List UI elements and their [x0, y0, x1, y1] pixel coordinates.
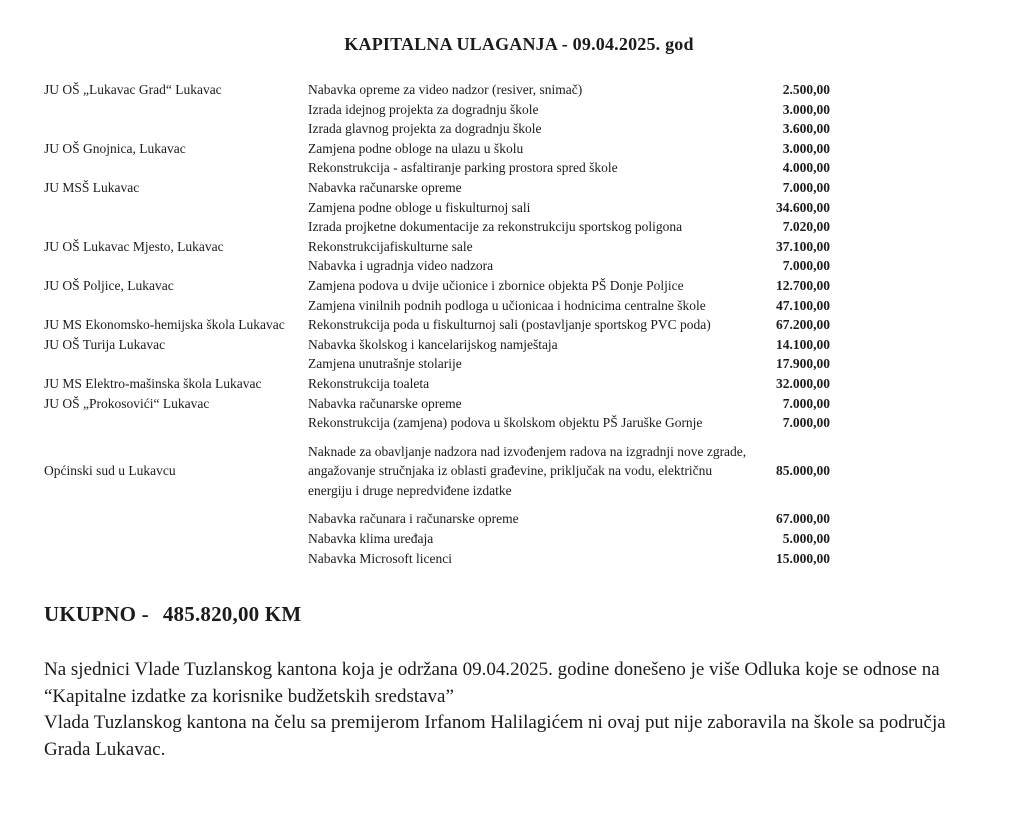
table-row — [44, 198, 830, 218]
summary-paragraph-1: Na sjednici Vlade Tuzlanskog kantona koja je održana 09.04.2025. godine donešeno je više Odluka koje se odnose na “Kapitalne izdatke za korisnike budžetskih sredstava” — [44, 659, 940, 707]
institution: JU OŠ Poljice, Lukavac — [44, 277, 174, 293]
amount: 67.200,00 — [776, 317, 830, 333]
investment-description: Nabavka računarske opreme — [308, 395, 462, 411]
table-row — [44, 100, 830, 120]
table-row — [44, 256, 830, 276]
amount: 7.020,00 — [782, 219, 830, 235]
institution: JU OŠ Lukavac Mjesto, Lukavac — [44, 238, 224, 254]
table-row — [44, 442, 830, 501]
investment-description: Zamjena podova u dvije učionice i zbornice objekta PŠ Donje Poljice — [308, 277, 684, 293]
investment-description: Nabavka klima uređaja — [308, 531, 434, 547]
investment-description: Naknade za obavljanje nadzora nad izvođenjem radova na izgradnji nove zgrade, angažovanje stručnjaka iz oblasti građevine, priključak na vodu, električnu energiju i druge nepredviđene izdatke — [308, 443, 747, 498]
institution: JU OŠ „Prokosovići“ Lukavac — [44, 395, 210, 411]
amount: 3.000,00 — [782, 140, 830, 156]
amount: 7.000,00 — [782, 415, 830, 431]
table-row — [44, 139, 830, 159]
amount: 85.000,00 — [776, 463, 830, 479]
amount: 47.100,00 — [776, 297, 830, 313]
institution: Općinski sud u Lukavcu — [44, 463, 176, 479]
investment-description: Zamjena podne obloge na ulazu u školu — [308, 140, 524, 156]
amount: 15.000,00 — [776, 550, 830, 566]
institution: JU OŠ Gnojnica, Lukavac — [44, 140, 186, 156]
total-label: UKUPNO - — [44, 602, 149, 627]
investment-description: Nabavka školskog i kancelarijskog namještaja — [308, 336, 558, 352]
investment-description: Izrada idejnog projekta za dogradnju škole — [308, 101, 539, 117]
summary-paragraph-2: Vlada Tuzlanskog kantona na čelu sa premijerom Irfanom Halilagićem ni ovaj put nije zaboravila na škole sa područja Grada Lukavac. — [44, 712, 946, 760]
investment-description: Nabavka opreme za video nadzor (resiver, snimač) — [308, 82, 583, 97]
investment-description: Nabavka računarske opreme — [308, 179, 462, 195]
amount: 37.100,00 — [776, 238, 830, 254]
total-line — [44, 602, 994, 627]
amount: 3.600,00 — [782, 121, 830, 137]
investment-description: Nabavka Microsoft licenci — [308, 550, 452, 566]
amount: 3.000,00 — [782, 101, 830, 117]
total-value: 485.820,00 KM — [162, 602, 302, 627]
table-row — [44, 394, 830, 414]
table-row — [44, 335, 830, 355]
investment-description: Zamjena unutrašnje stolarije — [308, 356, 462, 372]
table-row — [44, 354, 830, 374]
summary-text — [44, 657, 996, 763]
table-row — [44, 549, 830, 569]
table-row — [44, 529, 830, 549]
investments-table — [44, 80, 830, 568]
table-row — [44, 119, 830, 139]
table-row — [44, 158, 830, 178]
institution: JU OŠ Turija Lukavac — [44, 336, 166, 352]
investment-description: Rekonstrukcija toaleta — [308, 375, 430, 391]
table-row — [44, 178, 830, 198]
institution: JU MSŠ Lukavac — [44, 179, 140, 195]
investment-description: Nabavka računara i računarske opreme — [308, 511, 519, 527]
amount: 4.000,00 — [782, 160, 830, 176]
table-row — [44, 237, 830, 257]
table-row — [44, 374, 830, 394]
investment-description: Izrada glavnog projekta za dogradnju škole — [308, 121, 542, 137]
table-row — [44, 276, 830, 296]
table-row — [44, 509, 830, 529]
institution: JU MS Ekonomsko-hemijska škola Lukavac — [44, 317, 285, 333]
table-row — [44, 296, 830, 316]
amount: 7.000,00 — [782, 179, 830, 195]
investment-description: Rekonstrukcijafiskulturne sale — [308, 238, 473, 254]
investment-description: Rekonstrukcija poda u fiskulturnoj sali (postavljanje sportskog PVC poda) — [308, 317, 711, 333]
amount: 7.000,00 — [782, 395, 830, 411]
amount: 14.100,00 — [776, 336, 830, 352]
investment-description: Zamjena vinilnih podnih podloga u učionicaa i hodnicima centralne škole — [308, 297, 706, 313]
institution: JU OŠ „Lukavac Grad“ Lukavac — [44, 82, 222, 97]
amount: 67.000,00 — [776, 511, 830, 527]
table-row — [44, 217, 830, 237]
amount: 34.600,00 — [776, 199, 830, 215]
investment-description: Nabavka i ugradnja video nadzora — [308, 258, 494, 274]
institution: JU MS Elektro-mašinska škola Lukavac — [44, 375, 262, 391]
amount: 32.000,00 — [776, 375, 830, 391]
amount: 12.700,00 — [776, 277, 830, 293]
amount: 17.900,00 — [776, 356, 830, 372]
amount: 2.500,00 — [782, 82, 830, 97]
investment-description: Zamjena podne obloge u fiskulturnoj sali — [308, 199, 531, 215]
amount: 7.000,00 — [782, 258, 830, 274]
investment-description: Rekonstrukcija - asfaltiranje parking prostora spred škole — [308, 160, 618, 176]
investment-description: Rekonstrukcija (zamjena) podova u školskom objektu PŠ Jaruške Gornje — [308, 415, 703, 431]
table-row — [44, 315, 830, 335]
table-row — [44, 80, 830, 100]
investment-description: Izrada projketne dokumentacije za rekonstrukciju sportskog poligona — [308, 219, 683, 235]
table-row — [44, 413, 830, 433]
document-title: KAPITALNA ULAGANJA - 09.04.2025. god — [344, 34, 694, 54]
amount: 5.000,00 — [782, 531, 830, 547]
